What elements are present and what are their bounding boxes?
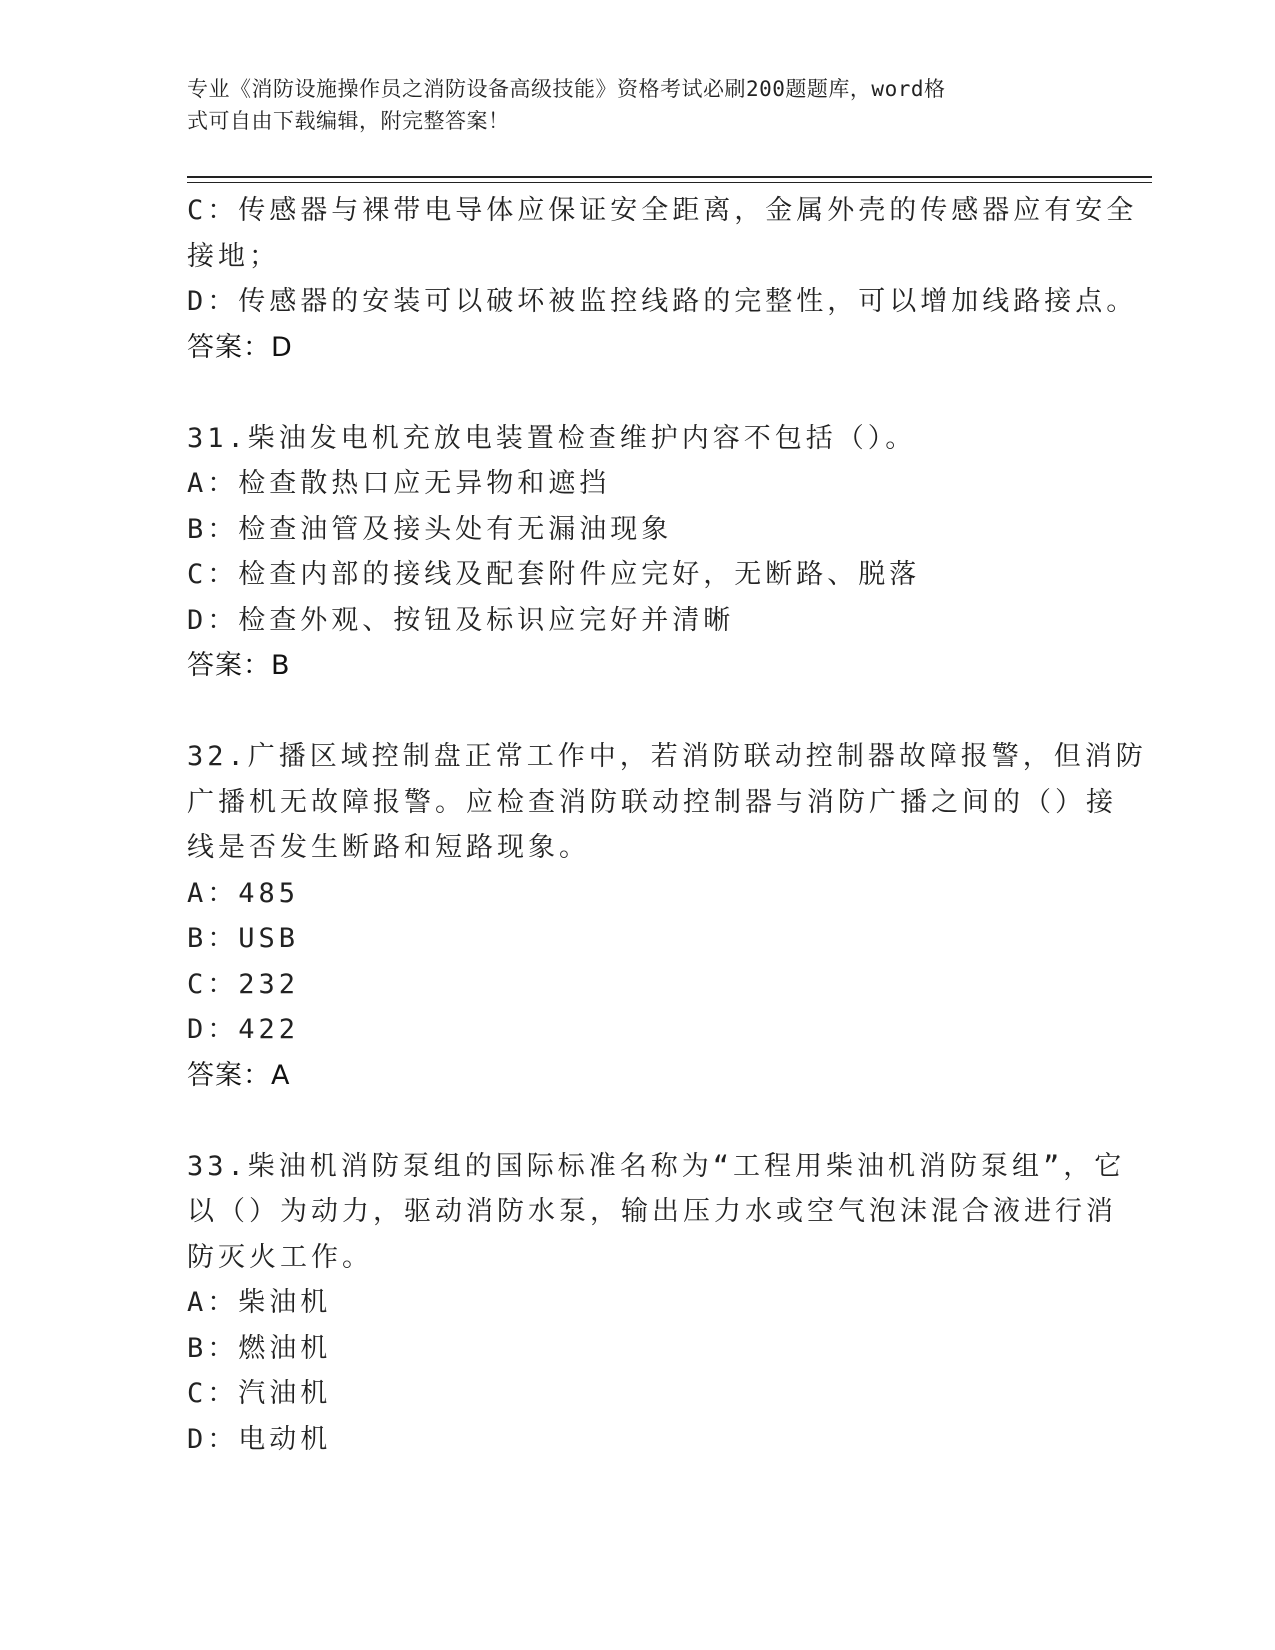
- question-stem-line-2: 以（）为动力，驱动消防水泵，输出压力水或空气泡沫混合液进行消: [187, 1196, 1117, 1227]
- header-divider-thin: [187, 182, 1152, 183]
- question-stem-line-1: 33.柴油机消防泵组的国际标准名称为“工程用柴油机消防泵组”，它: [187, 1150, 1126, 1182]
- option-c: C：232: [187, 968, 300, 1000]
- page-header: [187, 73, 1067, 137]
- option-c: C：检查内部的接线及配套附件应完好，无断路、脱落: [187, 559, 921, 590]
- answer: 答案：B: [187, 650, 291, 681]
- question-stem-line-3: 线是否发生断路和短路现象。: [187, 832, 590, 863]
- question-31: [187, 416, 1087, 689]
- option-b: B：USB: [187, 923, 300, 954]
- option-d: D：电动机: [187, 1423, 332, 1455]
- document-body: [187, 188, 1147, 1462]
- option-c: C：汽油机: [187, 1378, 332, 1409]
- spacer: [187, 1098, 1087, 1144]
- answer: 答案：A: [187, 1059, 291, 1091]
- option-b: B：燃油机: [187, 1332, 332, 1364]
- option-c-line-1: C：传感器与裸带电导体应保证安全距离，金属外壳的传感器应有安全: [187, 195, 1138, 226]
- question-stem-line-2: 广播机无故障报警。应检查消防联动控制器与消防广播之间的（）接: [187, 786, 1117, 818]
- option-b: B：检查油管及接头处有无漏油现象: [187, 513, 673, 545]
- header-divider-thick: [187, 176, 1152, 178]
- question-33: [187, 1144, 1126, 1463]
- option-c-line-2: 接地；: [187, 240, 280, 272]
- spacer: [187, 370, 1087, 416]
- option-a: A：柴油机: [187, 1287, 332, 1318]
- question-32: [187, 734, 1147, 1098]
- answer: 答案：D: [187, 331, 293, 363]
- question-stem: 31.柴油发电机充放电装置检查维护内容不包括（）。: [187, 422, 917, 454]
- option-d: D：检查外观、按钮及标识应完好并清晰: [187, 604, 735, 636]
- option-d: D：传感器的安装可以破坏被监控线路的完整性，可以增加线路接点。: [187, 286, 1138, 317]
- question-stem-line-1: 32.广播区域控制盘正常工作中，若消防联动控制器故障报警，但消防: [187, 741, 1147, 772]
- header-title-line-1: 专业《消防设施操作员之消防设备高级技能》资格考试必刷200题题库，word格: [187, 77, 946, 101]
- option-a: A：检查散热口应无异物和遮挡: [187, 468, 611, 499]
- spacer: [187, 689, 1087, 735]
- option-a: A：485: [187, 877, 300, 909]
- question-stem-line-3: 防灭火工作。: [187, 1241, 373, 1273]
- option-d: D：422: [187, 1014, 300, 1045]
- header-title-line-2: 式可自由下载编辑，附完整答案！: [187, 109, 510, 133]
- question-continued: [187, 188, 1138, 370]
